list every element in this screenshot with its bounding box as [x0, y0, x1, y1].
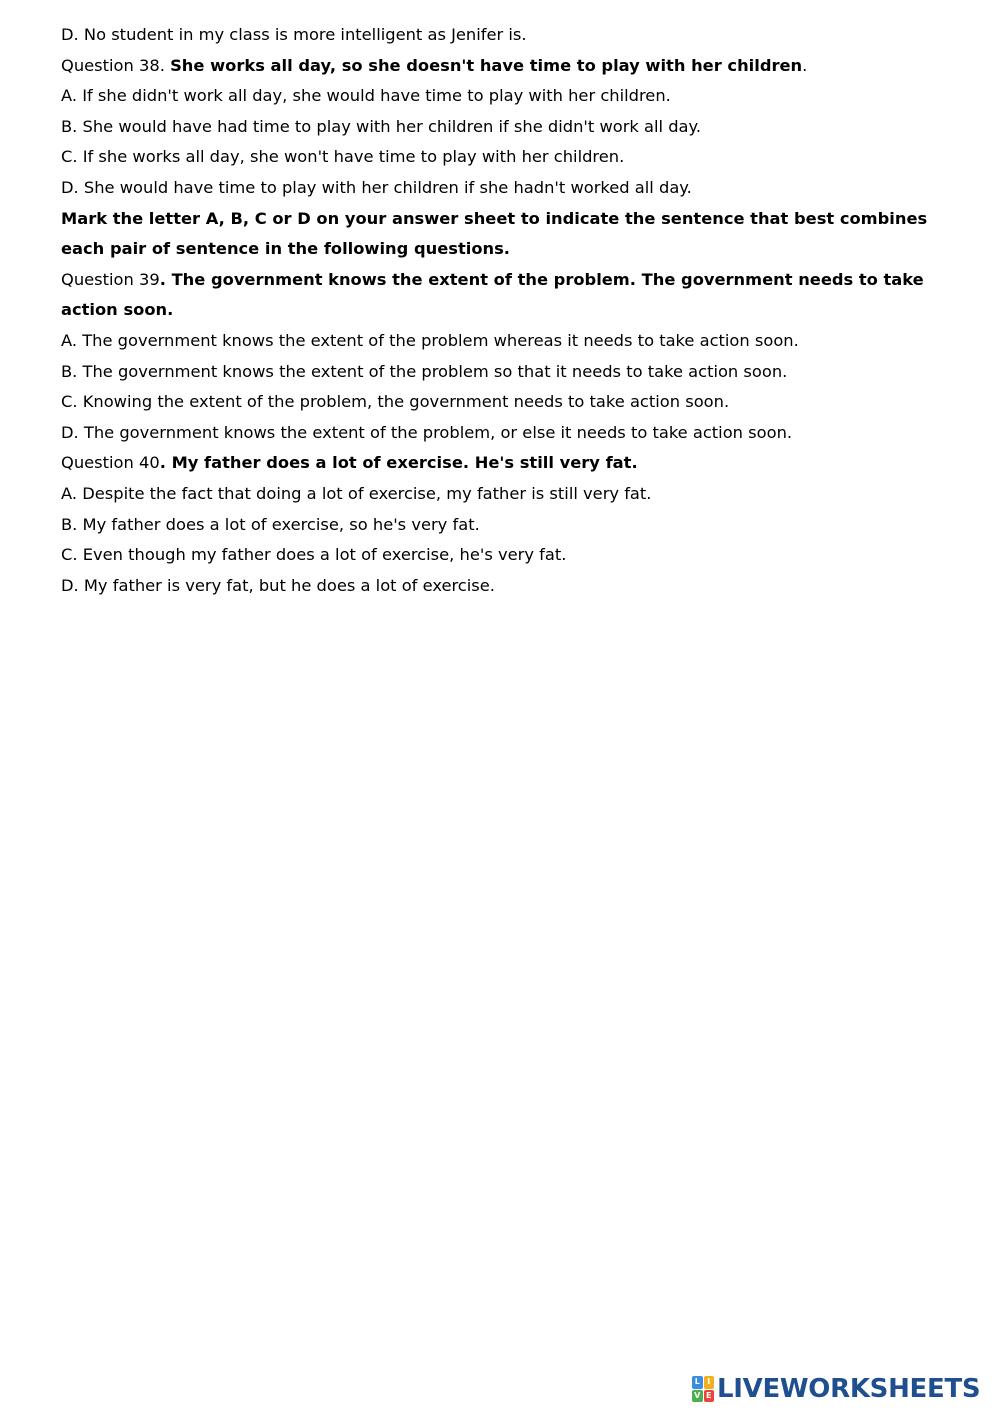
logo-icon-square: I [704, 1376, 715, 1389]
text-line [61, 173, 951, 204]
bold-text: She works all day, so she doesn't have time to play with her children [170, 55, 803, 75]
plain-text: B. My father does a lot of exercise, so he's very fat. [61, 514, 480, 534]
liveworksheets-logo-icon [692, 1376, 714, 1402]
text-line [61, 510, 951, 541]
logo-icon-square: E [704, 1390, 715, 1403]
liveworksheets-logo [692, 1372, 980, 1406]
text-line [61, 204, 951, 265]
text-line [61, 142, 951, 173]
plain-text: B. She would have had time to play with her children if she didn't work all day. [61, 116, 702, 136]
plain-text: C. Knowing the extent of the problem, the government needs to take action soon. [61, 392, 730, 412]
worksheet-content [61, 20, 951, 601]
plain-text: . [802, 55, 808, 75]
text-line [61, 540, 951, 571]
plain-text: A. Despite the fact that doing a lot of exercise, my father is still very fat. [61, 483, 652, 503]
bold-text: . The government knows the extent of the problem. The government needs to take action soon. [61, 269, 924, 320]
text-line [61, 479, 951, 510]
text-line [61, 448, 951, 479]
plain-text: C. If she works all day, she won't have time to play with her children. [61, 147, 625, 167]
bold-text: . My father does a lot of exercise. He's still very fat. [159, 453, 638, 473]
plain-text: D. No student in my class is more intelligent as Jenifer is. [61, 25, 527, 44]
bold-text: Mark the letter A, B, C or D on your answer sheet to indicate the sentence that best combines each pair of sentence in the following questions. [61, 208, 928, 259]
text-line [61, 112, 951, 143]
text-line [61, 418, 951, 449]
plain-text: Question 39 [61, 269, 160, 289]
plain-text: D. The government knows the extent of the problem, or else it needs to take action soon. [61, 422, 793, 442]
plain-text: A. The government knows the extent of the problem whereas it needs to take action soon. [61, 330, 799, 350]
plain-text: D. My father is very fat, but he does a lot of exercise. [61, 575, 495, 595]
plain-text: A. If she didn't work all day, she would have time to play with her children. [61, 86, 671, 106]
logo-icon-square: V [692, 1390, 703, 1403]
text-line [61, 326, 951, 357]
text-line [61, 387, 951, 418]
plain-text: B. The government knows the extent of the problem so that it needs to take action soon. [61, 361, 788, 381]
plain-text: C. Even though my father does a lot of exercise, he's very fat. [61, 545, 567, 565]
logo-icon-square: L [692, 1376, 703, 1389]
text-line [61, 265, 951, 326]
text-line [61, 81, 951, 112]
plain-text: Question 40 [61, 453, 160, 473]
text-line [61, 571, 951, 602]
text-line [61, 20, 951, 51]
plain-text: D. She would have time to play with her children if she hadn't worked all day. [61, 177, 692, 197]
plain-text: Question 38. [61, 55, 171, 75]
text-line [61, 357, 951, 388]
text-line [61, 51, 951, 82]
liveworksheets-logo-text: LIVEWORKSHEETS [717, 1374, 981, 1404]
